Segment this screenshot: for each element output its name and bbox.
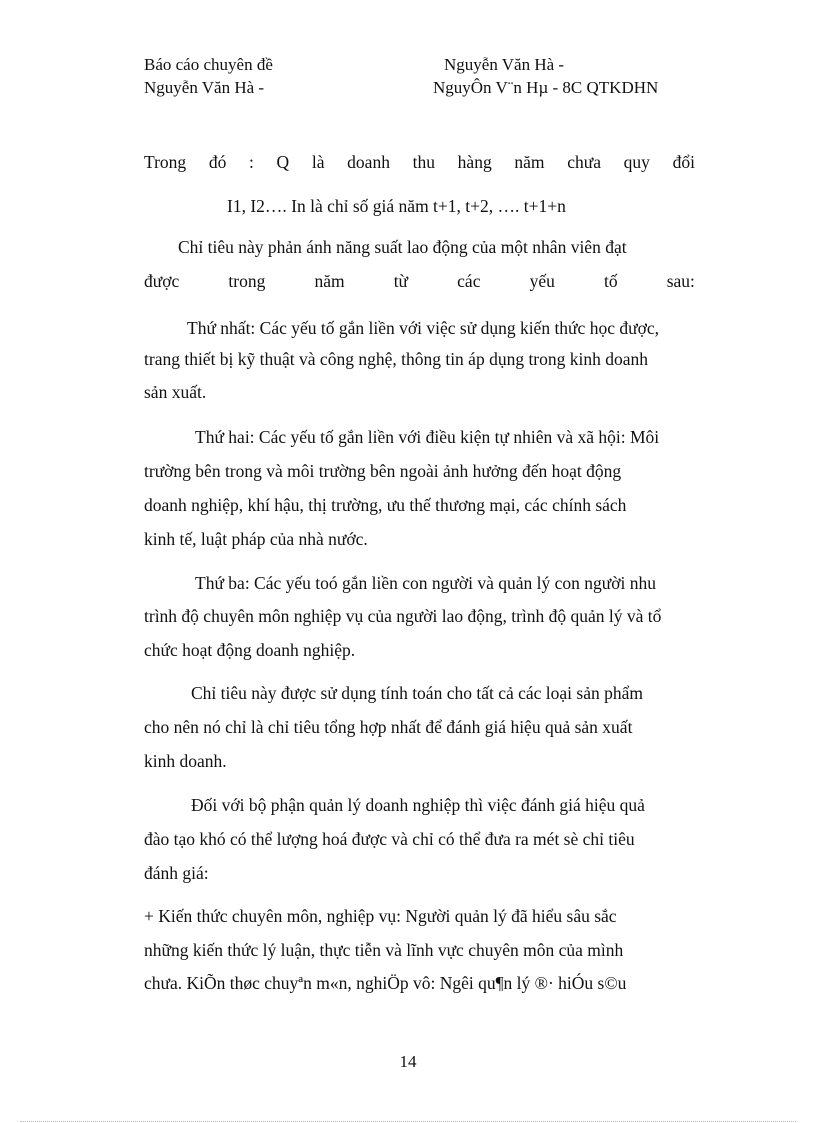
paragraph-3-line-2: trường bên trong và môi trường bên ngoài ảnh hưởng đến hoạt động [144,461,622,481]
page-bottom-divider [20,1121,796,1122]
header-right-1: Nguyễn Văn Hà - [444,55,565,74]
index-line: I1, I2…. In là chỉ số giá năm t+1, t+2, …. t+1+n [227,196,566,216]
paragraph-3-line-1: Thứ hai: Các yếu tố gắn liền với điều kiện tự nhiên và xã hội: Môi [195,427,660,447]
word: tố [603,271,618,291]
word: các [457,271,481,291]
paragraph-3-line-3: doanh nghiệp, khí hậu, thị trường, ưu thế thương mại, các chính sách [144,495,627,515]
word: yếu [529,271,555,291]
paragraph-5-line-3: kinh doanh. [144,751,227,771]
word: năm [314,271,345,291]
word: thu [412,152,435,172]
word: hàng [457,152,492,172]
word: đổi [672,152,695,172]
word: doanh [347,152,390,172]
word: năm [514,152,545,172]
paragraph-1-line-2 [144,270,695,292]
paragraph-5-line-1: Chỉ tiêu này được sử dụng tính toán cho tất cả các loại sản phẩm [191,683,643,703]
header-left-2: Nguyễn Văn Hà - [144,78,265,97]
paragraph-2-line-1: Thứ nhất: Các yếu tố gắn liền với việc sử dụng kiến thức học được, [187,318,659,338]
paragraph-1-line-1: Chỉ tiêu này phản ánh năng suất lao động của một nhân viên đạt [178,237,627,257]
paragraph-6-line-1: Đối với bộ phận quản lý doanh nghiệp thì việc đánh giá hiệu quả [191,795,645,815]
word: chưa [567,152,601,172]
paragraph-7-line-3: chưa. KiÕn thøc chuyªn m«n, nghiÖp vô: Ngêi qu¶n lý ®· hiÓu s©u [144,973,627,993]
word: Q [276,152,290,172]
header-left-1: Báo cáo chuyên đề [144,55,273,74]
word: Trong [144,152,187,172]
paragraph-5-line-2: cho nên nó chỉ là chỉ tiêu tổng hợp nhất để đánh giá hiệu quả sản xuất [144,717,633,737]
paragraph-4-line-3: chức hoạt động doanh nghiệp. [144,640,356,660]
paragraph-2-line-3: sản xuất. [144,382,207,402]
page-number: 14 [399,1052,417,1071]
word: đó [208,152,227,172]
word: quy [623,152,650,172]
word: : [249,152,254,172]
paragraph-4-line-1: Thứ ba: Các yếu toó gắn liền con người và quản lý con người nhu [195,573,657,593]
trong-do-line [144,151,695,173]
word: được [144,271,180,291]
paragraph-3-line-4: kinh tế, luật pháp của nhà nước. [144,529,368,549]
paragraph-7-line-1: + Kiến thức chuyên môn, nghiệp vụ: Người quản lý đã hiểu sâu sắc [144,906,617,926]
paragraph-7-line-2: những kiến thức lý luận, thực tiễn và lĩnh vực chuyên môn của mình [144,940,624,960]
header-right-2: NguyÔn V¨n Hµ - 8C QTKDHN [433,78,659,97]
paragraph-6-line-2: đào tạo khó có thể lượng hoá được và chỉ có thể đưa ra mét sè chỉ tiêu [144,829,635,849]
paragraph-4-line-2: trình độ chuyên môn nghiệp vụ của người lao động, trình độ quản lý và tổ [144,606,662,626]
word: sau: [666,271,695,291]
paragraph-6-line-3: đánh giá: [144,863,209,883]
paragraph-2-line-2: trang thiết bị kỹ thuật và công nghệ, thông tin áp dụng trong kinh doanh [144,349,649,369]
word: trong [228,271,266,291]
word: từ [393,271,409,291]
word: là [311,152,325,172]
